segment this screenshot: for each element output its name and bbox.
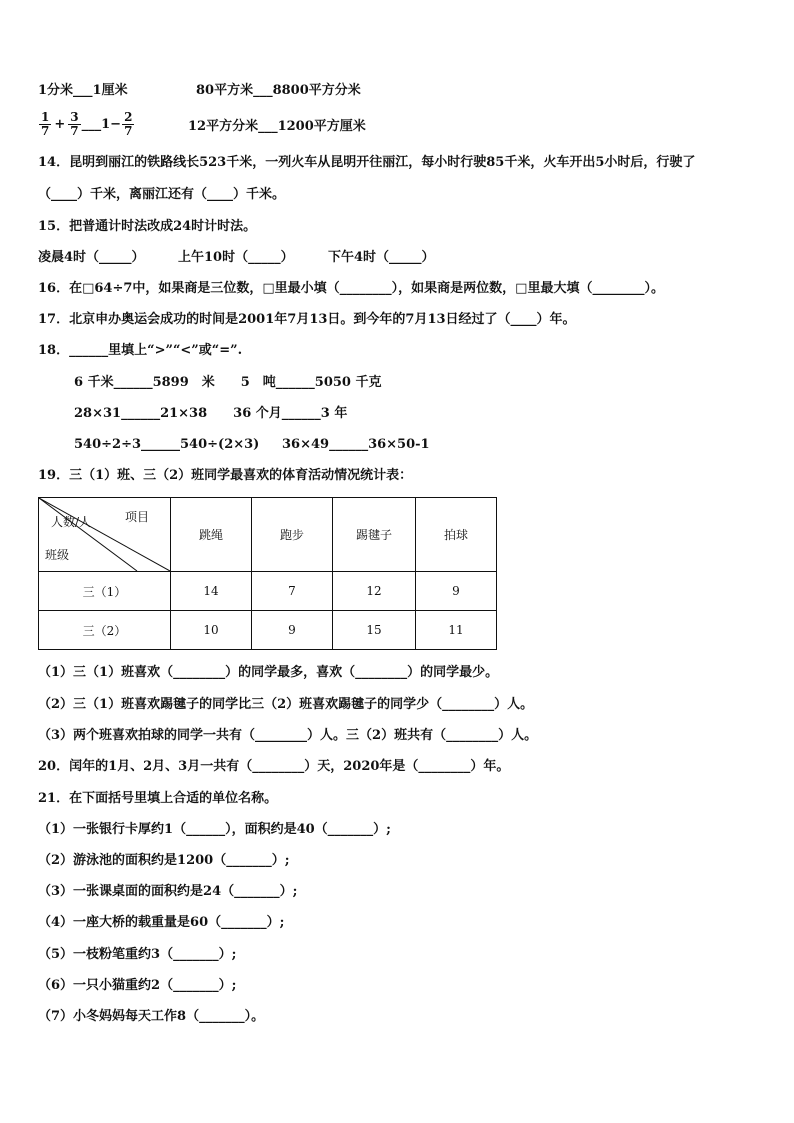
q18-row2: 28×31______21×38 36 个月______3 年	[74, 406, 348, 421]
q19-s1: （1）三（1）班喜欢（________）的同学最多，喜欢（________）的同学最少。	[38, 665, 499, 680]
table-cell: 7	[252, 572, 333, 611]
q19-s3: （3）两个班喜欢拍球的同学一共有（________）人。三（2）班共有（________）人。	[38, 728, 538, 743]
column-header: 拍球	[416, 498, 497, 572]
q16: 16．在□64÷7中，如果商是三位数，□里最小填（________），如果商是两位数，□里最大填（________）。	[38, 281, 664, 296]
q17: 17．北京申办奥运会成功的时间是2001年7月13日。到今年的7月13日经过了（____）年。	[38, 312, 576, 327]
q21-item: （5）一枝粉笔重约3（_______）;	[38, 947, 237, 962]
q21-item: （2）游泳池的面积约是1200（_______）;	[38, 853, 290, 868]
table-row	[39, 611, 497, 650]
compare-length: 1分米___1厘米	[38, 83, 128, 98]
table-cell: 11	[416, 611, 497, 650]
table-corner-header	[39, 498, 171, 572]
q21-item: （3）一张课桌面的面积约是24（_______）;	[38, 884, 298, 899]
fraction-blank: ___1−	[81, 117, 122, 132]
table-cell: 9	[416, 572, 497, 611]
table-cell: 12	[333, 572, 416, 611]
q15-a: 凌晨4时（_____）	[38, 250, 145, 265]
q14-line2: （____）千米，离丽江还有（____）千米。	[38, 187, 286, 202]
fraction-compare	[38, 110, 135, 140]
table-cell: 10	[171, 611, 252, 650]
q20: 20．闰年的1月、2月、3月一共有（________）天，2020年是（________）年。	[38, 759, 510, 774]
header-item: 项目	[125, 510, 150, 524]
q18-row3b: 36×49______36×50-1	[282, 437, 430, 452]
q18-row1: 6 千米______5899 米 5 吨______5050 千克	[74, 375, 382, 390]
q19-s2: （2）三（1）班喜欢踢毽子的同学比三（2）班喜欢踢毽子的同学少（________）人。	[38, 697, 534, 712]
row-label: 三（2）	[39, 611, 171, 650]
q21-item: （6）一只小猫重约2（_______）;	[38, 978, 237, 993]
q15-b: 上午10时（_____）	[178, 250, 294, 265]
table-cell: 15	[333, 611, 416, 650]
table-row	[39, 572, 497, 611]
compare-area-1: 80平方米___8800平方分米	[196, 83, 361, 98]
q18-title: 18．______里填上“>”“<”或“=”.	[38, 343, 243, 358]
compare-area-2: 12平方分米___1200平方厘米	[188, 119, 366, 134]
header-people: 人数/人	[51, 515, 92, 529]
column-header: 跳绳	[171, 498, 252, 572]
column-header: 踢毽子	[333, 498, 416, 572]
header-class: 班级	[45, 548, 70, 562]
row-label: 三（1）	[39, 572, 171, 611]
q21-title: 21．在下面括号里填上合适的单位名称。	[38, 791, 278, 806]
column-header: 跑步	[252, 498, 333, 572]
q18-row3a: 540÷2÷3______540÷(2×3)	[74, 437, 260, 452]
table-cell: 9	[252, 611, 333, 650]
fraction-1: $\frac{1}{7}$	[41, 110, 50, 138]
fraction-2: $\frac{3}{7}$	[70, 110, 79, 138]
q21-item: （1）一张银行卡厚约1（______），面积约是40（_______）;	[38, 822, 391, 837]
stats-table	[38, 497, 497, 650]
q21-item: （7）小冬妈妈每天工作8（_______）。	[38, 1009, 265, 1024]
q15-title: 15．把普通计时法改成24时计时法。	[38, 219, 257, 234]
table-cell: 14	[171, 572, 252, 611]
fraction-3: $\frac{2}{7}$	[124, 110, 133, 138]
plus-sign: +	[54, 117, 66, 132]
q19-title: 19．三（1）班、三（2）班同学最喜欢的体育活动情况统计表：	[38, 468, 413, 483]
q21-item: （4）一座大桥的载重量是60（_______）;	[38, 915, 285, 930]
q15-c: 下午4时（_____）	[328, 250, 435, 265]
q14-line1: 14．昆明到丽江的铁路线长523千米，一列火车从昆明开往丽江，每小时行驶85千米，火车开出5小时后，行驶了	[38, 155, 696, 170]
